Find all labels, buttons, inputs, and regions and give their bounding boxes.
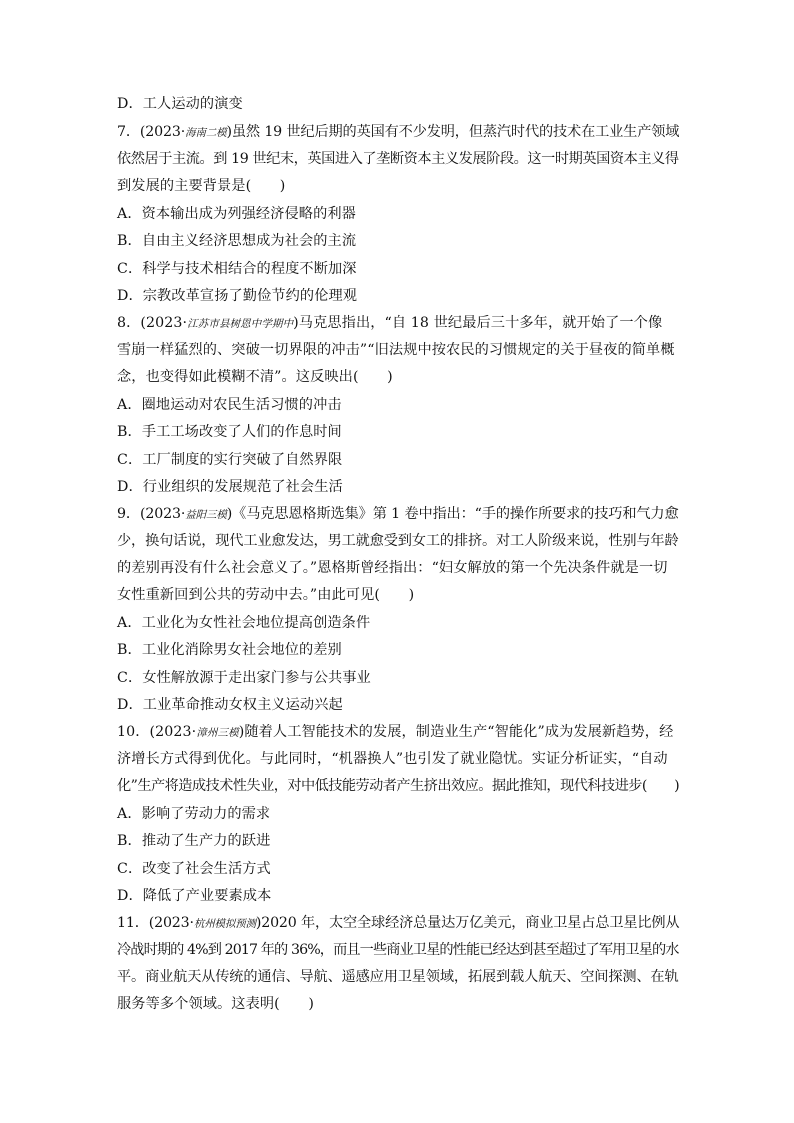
q10-option-a: A．影响了劳动力的需求 bbox=[117, 806, 271, 822]
q7-option-b: B．自由主义经济思想成为社会的主流 bbox=[117, 233, 357, 249]
q8-stem-line-2: 雪崩一样猛烈的、突破一切界限的冲击”“旧法规中按农民的习惯规定的关于昼夜的简单概 bbox=[117, 342, 675, 358]
q11-stem-line-4: 服务等多个领域。这表明( ) bbox=[117, 996, 315, 1012]
q9-option-d: D．工业革命推动女权主义运动兴起 bbox=[117, 697, 343, 713]
q10-option-d: D．降低了产业要素成本 bbox=[117, 888, 272, 904]
q8-option-d: D．行业组织的发展规范了社会生活 bbox=[117, 479, 343, 495]
q9-stem-line-4: 女性重新回到公共的劳动中去。”由此可见( ) bbox=[117, 587, 415, 603]
q8-option-a: A．圈地运动对农民生活习惯的冲击 bbox=[117, 397, 342, 413]
q11-stem-line-1: 11．(2023·杭州模拟预测)2020 年，太空全球经济总量达万亿美元，商业卫星占总卫星比例从 bbox=[117, 915, 680, 931]
q8-option-c: C．工厂制度的实行突破了自然界限 bbox=[117, 452, 343, 468]
q8-stem-line-3: 念，也变得如此模糊不清”。这反映出( ) bbox=[117, 369, 393, 385]
q8-source: 江苏市县树恩中学期中 bbox=[187, 318, 294, 330]
q10-stem-line-1: 10．(2023·漳州三模)随着人工智能技术的发展，制造业生产“智能化”成为发展新趋势，经 bbox=[117, 724, 674, 740]
q7-stem-line-2: 依然居于主流。到 19 世纪末，英国进入了垄断资本主义发展阶段。这一时期英国资本主义得 bbox=[117, 151, 679, 167]
q6-option-d: D．工人运动的演变 bbox=[117, 96, 243, 112]
q7-stem-line-3: 到发展的主要背景是( ) bbox=[117, 178, 286, 194]
q7-source: 海南二模 bbox=[185, 127, 227, 139]
q9-source: 益阳三模 bbox=[185, 509, 227, 521]
q10-option-b: B．推动了生产力的跃进 bbox=[117, 833, 271, 849]
q7-option-a: A．资本输出成为列强经济侵略的利器 bbox=[117, 206, 356, 222]
q7-option-c: C．科学与技术相结合的程度不断加深 bbox=[117, 261, 357, 277]
q8-option-b: B．手工工场改变了人们的作息时间 bbox=[117, 424, 342, 440]
q9-stem-line-2: 少，换句话说，现代工业愈发达，男工就愈受到女工的排挤。对工人阶级来说，性别与年龄 bbox=[117, 533, 679, 549]
q9-option-c: C．女性解放源于走出家门参与公共事业 bbox=[117, 670, 371, 686]
q11-stem-line-3: 平。商业航天从传统的通信、导航、遥感应用卫星领域，拓展到载人航天、空间探测、在轨 bbox=[117, 969, 679, 985]
q10-source: 漳州三模 bbox=[196, 727, 239, 739]
q9-option-b: B．工业化消除男女社会地位的差别 bbox=[117, 642, 342, 658]
q7-option-d: D．宗教改革宣扬了勤俭节约的伦理观 bbox=[117, 288, 358, 304]
q9-stem-line-3: 的差别再没有什么社会意义了。”恩格斯曾经指出：“妇女解放的第一个先决条件就是一切 bbox=[117, 560, 668, 576]
q9-option-a: A．工业化为女性社会地位提高创造条件 bbox=[117, 615, 371, 631]
q7-stem-line-1: 7．(2023·海南二模)虽然 19 世纪后期的英国有不少发明，但蒸汽时代的技术在工业生产领域 bbox=[117, 124, 680, 140]
q11-source: 杭州模拟预测 bbox=[193, 918, 256, 930]
q10-option-c: C．改变了社会生活方式 bbox=[117, 861, 271, 877]
q10-stem-line-2: 济增长方式得到优化。与此同时，“机器换人”也引发了就业隐忧。实证分析证实，“自动 bbox=[117, 751, 668, 767]
q8-stem-line-1: 8．(2023·江苏市县树恩中学期中)马克思指出，“自 18 世纪最后三十多年，就开始了一个像 bbox=[117, 315, 663, 331]
q10-stem-line-3: 化”生产将造成技术性失业，对中低技能劳动者产生挤出效应。据此推知，现代科技进步( ) bbox=[117, 778, 680, 794]
q9-stem-line-1: 9．(2023·益阳三模)《马克思恩格斯选集》第 1 卷中指出：“手的操作所要求的技巧和气力愈 bbox=[117, 506, 679, 522]
q11-stem-line-2: 冷战时期的 4%到 2017 年的 36%，而且一些商业卫星的性能已经达到甚至超过了军用卫星的水 bbox=[117, 942, 679, 958]
